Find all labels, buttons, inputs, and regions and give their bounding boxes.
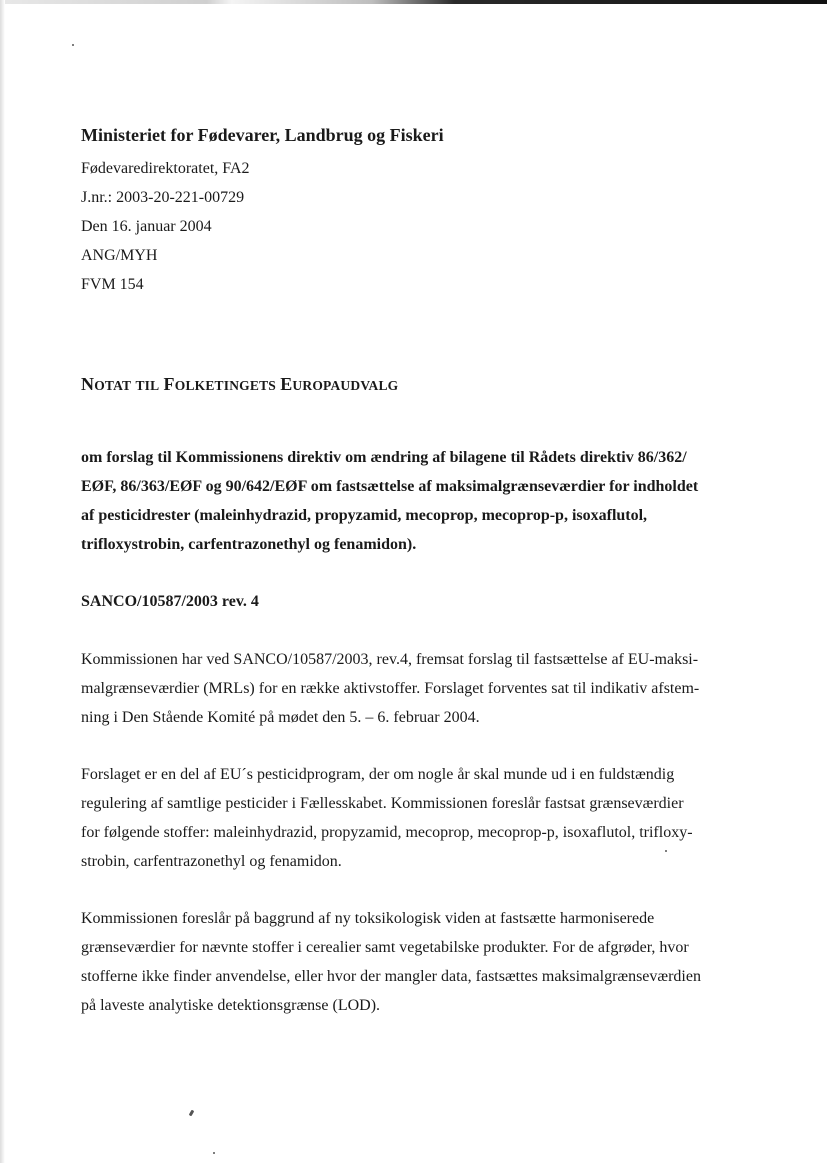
document-date: Den 16. januar 2004 [81, 218, 212, 235]
paragraph-line: malgrænseværdier (MRLs) for en række aktivstoffer. Forslaget forventes sat til indikativ afstem- [81, 680, 700, 697]
paragraph-line: grænseværdier for nævnte stoffer i cerealier samt vegetabilske produkter. For de afgrøder, hvor [81, 939, 689, 956]
department-name: Fødevaredirektoratet, FA2 [81, 160, 250, 177]
scan-speck [72, 44, 74, 46]
subject-line: om forslag til Kommissionens direktiv om ændring af bilagene til Rådets direktiv 86/362/ [81, 449, 687, 466]
paragraph-line: regulering af samtlige pesticider i Fællesskabet. Kommissionen foreslår fastsat grænseværdier [81, 795, 684, 812]
subject-line: EØF, 86/363/EØF og 90/642/EØF om fastsættelse af maksimalgrænseværdier for indholdet [81, 478, 699, 495]
subject-line: af pesticidrester (maleinhydrazid, propyzamid, mecoprop, mecoprop-p, isoxaflutol, [81, 507, 648, 524]
author-initials: ANG/MYH [81, 247, 158, 264]
paragraph-2 [81, 760, 746, 876]
letterhead [81, 120, 741, 299]
sanco-reference: SANCO/10587/2003 rev. 4 [81, 593, 259, 610]
fvm-number: FVM 154 [81, 276, 144, 293]
paragraph-line: Kommissionen foreslår på baggrund af ny toksikologisk viden at fastsætte harmoniserede [81, 910, 655, 927]
subject-line: trifloxystrobin, carfentrazonethyl og fenamidon). [81, 536, 417, 553]
paragraph-line: ning i Den Stående Komité på mødet den 5. – 6. februar 2004. [81, 709, 480, 726]
scan-speck [213, 1152, 215, 1154]
paragraph-1 [81, 645, 746, 732]
paragraph-line: på laveste analytiske detektionsgrænse (LOD). [81, 997, 381, 1014]
paragraph-line: Kommissionen har ved SANCO/10587/2003, rev.4, fremsat forslag til fastsættelse af EU-maksi- [81, 651, 699, 668]
journal-number: J.nr.: 2003-20-221-00729 [81, 189, 245, 206]
scan-speck [189, 1110, 195, 1117]
subject-block [81, 443, 746, 559]
ministry-name: Ministeriet for Fødevarer, Landbrug og Fiskeri [81, 125, 444, 145]
scan-left-edge [0, 0, 5, 1163]
paragraph-line: stofferne ikke finder anvendelse, eller hvor der mangler data, fastsættes maksimalgrænseværdien [81, 968, 701, 985]
document-heading: NOTAT TIL FOLKETINGETS EUROPAUDVALG [81, 374, 399, 394]
scan-top-edge [0, 0, 827, 4]
paragraph-3 [81, 904, 746, 1020]
paragraph-line: Forslaget er en del af EU´s pesticidprogram, der om nogle år skal munde ud i en fuldstændig [81, 766, 675, 783]
paragraph-line: for følgende stoffer: maleinhydrazid, propyzamid, mecoprop, mecoprop-p, isoxaflutol, trifloxy- [81, 824, 693, 841]
paragraph-line: strobin, carfentrazonethyl og fenamidon. [81, 853, 342, 870]
